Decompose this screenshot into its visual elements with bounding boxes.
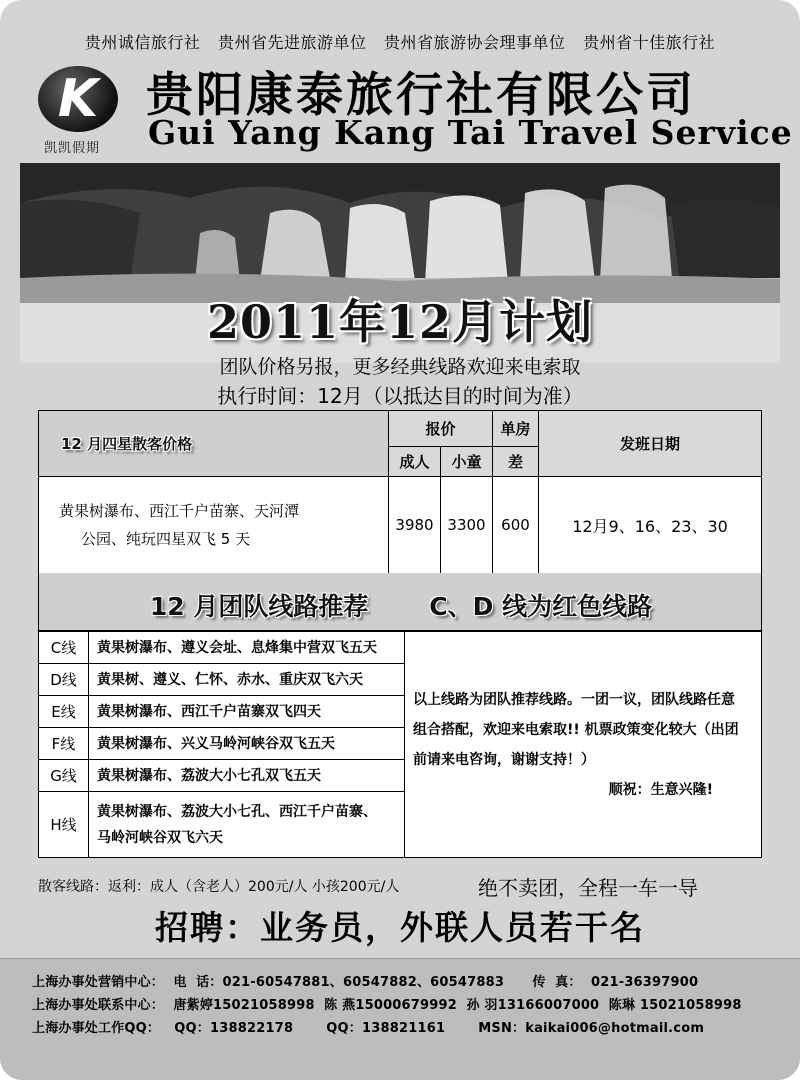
single-supplement: 600	[493, 477, 539, 574]
line-route-part: 马岭河峡谷双飞六天	[97, 829, 223, 846]
line-route	[89, 792, 405, 858]
footer-qq-row: 上海办事处工作QQ： QQ：138822178 QQ：138821161 MSN：kaikai006@hotmail.com	[32, 1021, 705, 1036]
route-line: 黄果树瀑布、西江千户苗寨、天河潭	[59, 502, 300, 520]
adult-price: 3980	[389, 477, 441, 574]
col-adult: 成人	[389, 447, 441, 477]
company-name-en: Gui Yang Kang Tai Travel Service	[148, 113, 793, 152]
line-route: 黄果树瀑布、遵义会址、息烽集中营双飞五天	[89, 632, 405, 664]
route-cell	[39, 477, 389, 574]
group-note	[405, 632, 762, 858]
honor-tag: 贵州省十佳旅行社	[583, 33, 716, 52]
line-code: G线	[39, 760, 89, 792]
contact-footer	[0, 958, 800, 1080]
honor-tag: 贵州省旅游协会理事单位	[384, 33, 566, 52]
col-price: 报价	[389, 411, 493, 447]
group-section-header	[38, 573, 762, 631]
note-line: 前请来电咨询，谢谢支持！）	[413, 751, 595, 768]
price-table	[38, 410, 762, 574]
line-code: F线	[39, 728, 89, 760]
departure-dates: 12月9、16、23、30	[539, 477, 762, 574]
note-regards: 顺祝：生意兴隆!	[608, 781, 713, 798]
note-line: 组合搭配，欢迎来电索取!! 机票政策变化较大（出团	[413, 721, 739, 738]
company-logo	[38, 66, 118, 132]
company-name-cn: 贵阳康泰旅行社有限公司	[146, 68, 696, 123]
logo-k-icon: K	[57, 69, 99, 129]
honor-tag: 贵州诚信旅行社	[84, 33, 201, 52]
footer-contacts-row: 上海办事处联系中心： 唐紫婷15021058998 陈 燕15000679992 孙 羽13166007000 陈琳 15021058998	[32, 998, 742, 1013]
recruitment-notice: 招聘：业务员，外联人员若干名	[155, 908, 645, 947]
price-table-heading: 12 月四星散客价格	[39, 411, 389, 477]
route-line: 公园、纯玩四星双飞 5 天	[81, 530, 251, 548]
honor-tag: 贵州省先进旅游单位	[217, 33, 367, 52]
child-price: 3300	[441, 477, 493, 574]
execution-time: 执行时间：12月（以抵达目的时间为准）	[217, 384, 583, 408]
footer-phone-row: 上海办事处营销中心： 电 话：021-60547881、60547882、60547883 传 真： 021-36397900	[32, 975, 699, 990]
col-child: 小童	[441, 447, 493, 477]
line-route: 黄果树瀑布、兴义马岭河峡谷双飞五天	[89, 728, 405, 760]
col-single-1: 单房	[493, 411, 539, 447]
banner-subtitle: 团队价格另报，更多经典线路欢迎来电索取	[219, 356, 581, 378]
line-route: 黄果树瀑布、荔波大小七孔双飞五天	[89, 760, 405, 792]
logo-caption: 凯凯假期	[44, 141, 101, 156]
line-route: 黄果树瀑布、西江千户苗寨双飞四天	[89, 696, 405, 728]
group-section-title: 12 月团队线路推荐 C、D 线为红色线路	[149, 592, 653, 621]
line-code: E线	[39, 696, 89, 728]
col-dates: 发班日期	[539, 411, 762, 477]
plan-title: 2011年12月计划	[206, 295, 594, 349]
line-code: C线	[39, 632, 89, 664]
honor-tags	[0, 30, 800, 53]
col-single-2: 差	[493, 447, 539, 477]
line-route-part: 黄果树瀑布、荔波大小七孔、西江千户苗寨、	[97, 803, 377, 820]
group-lines-table	[38, 631, 762, 858]
line-code: D线	[39, 664, 89, 696]
rebate-info: 散客线路：返利：成人（含老人）200元/人 小孩200元/人	[38, 879, 400, 895]
line-route: 黄果树、遵义、仁怀、赤水、重庆双飞六天	[89, 664, 405, 696]
note-line: 以上线路为团队推荐线路。一团一议，团队线路任意	[413, 691, 735, 708]
no-shopping-promise: 绝不卖团，全程一车一导	[478, 876, 698, 900]
line-code: H线	[39, 792, 89, 858]
